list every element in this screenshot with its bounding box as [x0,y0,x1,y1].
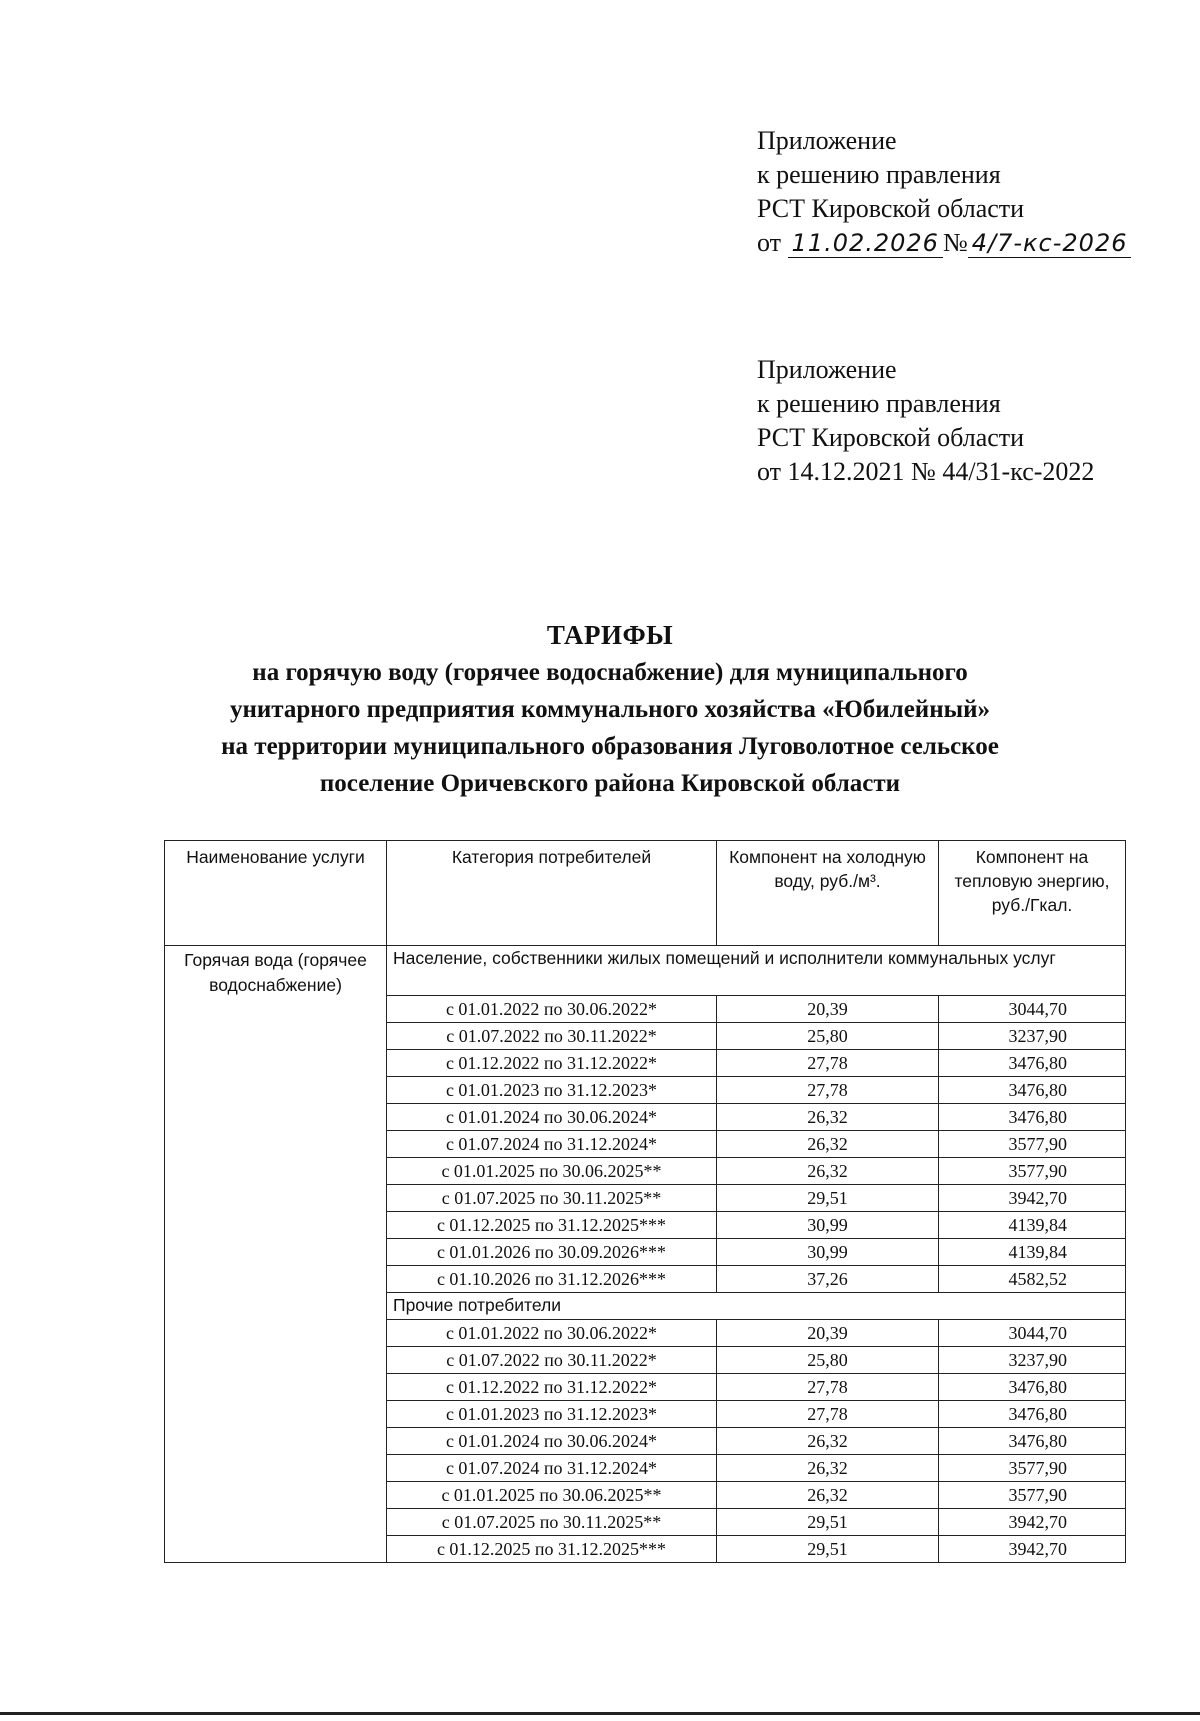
cold-water-cell: 27,78 [717,1401,939,1428]
heat-cell: 3044,70 [939,996,1126,1023]
header-service: Наименование услуги [165,841,387,946]
heat-cell: 3237,90 [939,1023,1126,1050]
cold-water-cell: 26,32 [717,1482,939,1509]
heat-cell: 3476,80 [939,1401,1126,1428]
heat-cell: 3044,70 [939,1320,1126,1347]
period-cell: с 01.12.2025 по 31.12.2025*** [387,1536,717,1563]
heat-cell: 3577,90 [939,1158,1126,1185]
title-line-3: на территории муниципального образования Луговолотное сельское [221,733,999,760]
cold-water-cell: 20,39 [717,996,939,1023]
cold-water-cell: 30,99 [717,1239,939,1266]
cold-water-cell: 29,51 [717,1185,939,1212]
appendix-line-1: к решению правления [757,389,1001,418]
cold-water-cell: 29,51 [717,1536,939,1563]
period-cell: с 01.07.2022 по 30.11.2022* [387,1023,717,1050]
period-cell: с 01.07.2025 по 30.11.2025** [387,1509,717,1536]
heat-cell: 3942,70 [939,1185,1126,1212]
header-cold-water: Компонент на холодную воду, руб./м³. [717,841,939,946]
cold-water-cell: 27,78 [717,1050,939,1077]
appendix-line-2: РСТ Кировской области [757,194,1025,223]
period-cell: с 01.07.2024 по 31.12.2024* [387,1455,717,1482]
period-cell: с 01.01.2022 по 30.06.2022* [387,1320,717,1347]
appendix-line-1: к решению правления [757,160,1001,189]
cold-water-cell: 26,32 [717,1428,939,1455]
cold-water-cell: 25,80 [717,1347,939,1374]
cold-water-cell: 37,26 [717,1266,939,1293]
period-cell: с 01.07.2024 по 31.12.2024* [387,1131,717,1158]
period-cell: с 01.01.2025 по 30.06.2025** [387,1158,717,1185]
document-title [110,617,1110,802]
period-cell: с 01.12.2022 по 31.12.2022* [387,1374,717,1401]
handwritten-number: 4/7-кс-2026 [968,229,1132,258]
service-name-cell: Горячая вода (горячее водоснабжение) [165,946,387,1563]
date-prefix: от [757,228,782,257]
title-line-1: на горячую воду (горячее водоснабжение) для муниципального [252,659,968,686]
heat-cell: 3942,70 [939,1509,1126,1536]
cold-water-cell: 27,78 [717,1077,939,1104]
appendix-line-3: от 14.12.2021 № 44/31-кс-2022 [757,457,1095,486]
cold-water-cell: 26,32 [717,1455,939,1482]
period-cell: с 01.12.2025 по 31.12.2025*** [387,1212,717,1239]
heat-cell: 3577,90 [939,1482,1126,1509]
header-heat: Компонент на тепловую энергию, руб./Гкал. [939,841,1126,946]
period-cell: с 01.07.2022 по 30.11.2022* [387,1347,717,1374]
appendix-current-block [757,124,1131,260]
heat-cell: 3476,80 [939,1428,1126,1455]
cold-water-cell: 27,78 [717,1374,939,1401]
cold-water-cell: 29,51 [717,1509,939,1536]
handwritten-date: 11.02.2026 [788,229,943,258]
title-main: ТАРИФЫ [546,620,674,650]
heat-cell: 3476,80 [939,1374,1126,1401]
appendix-date-line [757,226,1131,260]
heat-cell: 4139,84 [939,1212,1126,1239]
heat-cell: 3476,80 [939,1050,1126,1077]
period-cell: с 01.01.2023 по 31.12.2023* [387,1077,717,1104]
appendix-original-block [757,353,1094,489]
period-cell: с 01.12.2022 по 31.12.2022* [387,1050,717,1077]
period-cell: с 01.01.2024 по 30.06.2024* [387,1428,717,1455]
tariff-table [164,840,1126,1563]
period-cell: с 01.01.2025 по 30.06.2025** [387,1482,717,1509]
number-prefix: № [942,228,968,257]
cold-water-cell: 26,32 [717,1158,939,1185]
period-cell: с 01.07.2025 по 30.11.2025** [387,1185,717,1212]
appendix-line-2: РСТ Кировской области [757,423,1025,452]
period-cell: с 01.01.2023 по 31.12.2023* [387,1401,717,1428]
heat-cell: 4139,84 [939,1239,1126,1266]
table-header-row [165,841,1126,946]
cold-water-cell: 25,80 [717,1023,939,1050]
cold-water-cell: 30,99 [717,1212,939,1239]
header-category: Категория потребителей [387,841,717,946]
heat-cell: 4582,52 [939,1266,1126,1293]
cold-water-cell: 20,39 [717,1320,939,1347]
heat-cell: 3476,80 [939,1104,1126,1131]
group-row [165,946,1126,996]
heat-cell: 3942,70 [939,1536,1126,1563]
period-cell: с 01.01.2024 по 30.06.2024* [387,1104,717,1131]
cold-water-cell: 26,32 [717,1104,939,1131]
period-cell: с 01.01.2026 по 30.09.2026*** [387,1239,717,1266]
heat-cell: 3476,80 [939,1077,1126,1104]
consumer-group-label: Прочие потребители [387,1293,1126,1320]
period-cell: с 01.01.2022 по 30.06.2022* [387,996,717,1023]
title-line-2: унитарного предприятия коммунального хозяйства «Юбилейный» [229,696,991,723]
consumer-group-label: Население, собственники жилых помещений и исполнители коммунальных услуг [387,946,1126,996]
cold-water-cell: 26,32 [717,1131,939,1158]
page-bottom-rule [0,1712,1200,1715]
title-line-4: поселение Оричевского района Кировской области [319,770,901,797]
appendix-heading: Приложение [757,355,897,384]
appendix-heading: Приложение [757,126,897,155]
heat-cell: 3577,90 [939,1131,1126,1158]
heat-cell: 3237,90 [939,1347,1126,1374]
period-cell: с 01.10.2026 по 31.12.2026*** [387,1266,717,1293]
heat-cell: 3577,90 [939,1455,1126,1482]
